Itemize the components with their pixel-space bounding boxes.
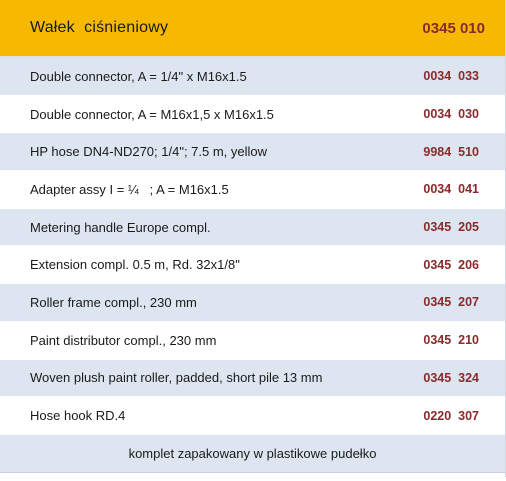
part-description: Roller frame compl., 230 mm bbox=[30, 294, 197, 310]
part-description: HP hose DN4-ND270; 1/4"; 7.5 m, yellow bbox=[30, 144, 268, 160]
table-row bbox=[0, 360, 505, 398]
product-title: Wałek ciśnieniowy bbox=[30, 19, 169, 36]
part-code: 0345 324 bbox=[423, 370, 479, 385]
table-row bbox=[0, 397, 505, 435]
part-code: 0345 207 bbox=[423, 295, 479, 310]
part-code: 0034 041 bbox=[423, 182, 479, 197]
part-code: 0345 206 bbox=[423, 257, 479, 272]
packaging-note: komplet zapakowany w plastikowe pudełko bbox=[128, 445, 377, 461]
part-code: 0034 033 bbox=[423, 69, 479, 84]
part-code: 9984 510 bbox=[423, 144, 479, 159]
part-description: Double connector, A = M16x1,5 x M16x1.5 bbox=[30, 106, 274, 122]
table-row bbox=[0, 246, 505, 284]
part-description: Adapter assy I = ¼ ; A = M16x1.5 bbox=[30, 181, 229, 197]
part-description: Paint distributor compl., 230 mm bbox=[30, 332, 217, 348]
product-code: 0345 010 bbox=[422, 19, 485, 37]
table-row bbox=[0, 209, 505, 247]
table-row bbox=[0, 284, 505, 322]
table-row bbox=[0, 171, 505, 209]
part-code: 0345 210 bbox=[423, 333, 479, 348]
part-code: 0220 307 bbox=[423, 408, 479, 423]
table-footer bbox=[0, 435, 505, 473]
table-row bbox=[0, 133, 505, 171]
part-code: 0345 205 bbox=[423, 220, 479, 235]
part-description: Woven plush paint roller, padded, short pile 13 mm bbox=[30, 370, 323, 386]
part-description: Metering handle Europe compl. bbox=[30, 219, 211, 235]
table-header bbox=[0, 0, 505, 58]
table-row bbox=[0, 96, 505, 134]
part-description: Extension compl. 0.5 m, Rd. 32x1/8" bbox=[30, 257, 240, 273]
part-code: 0034 030 bbox=[423, 107, 479, 122]
table-row bbox=[0, 58, 505, 96]
table-row bbox=[0, 322, 505, 360]
part-description: Double connector, A = 1/4" x M16x1.5 bbox=[30, 68, 247, 84]
part-description: Hose hook RD.4 bbox=[30, 408, 126, 424]
